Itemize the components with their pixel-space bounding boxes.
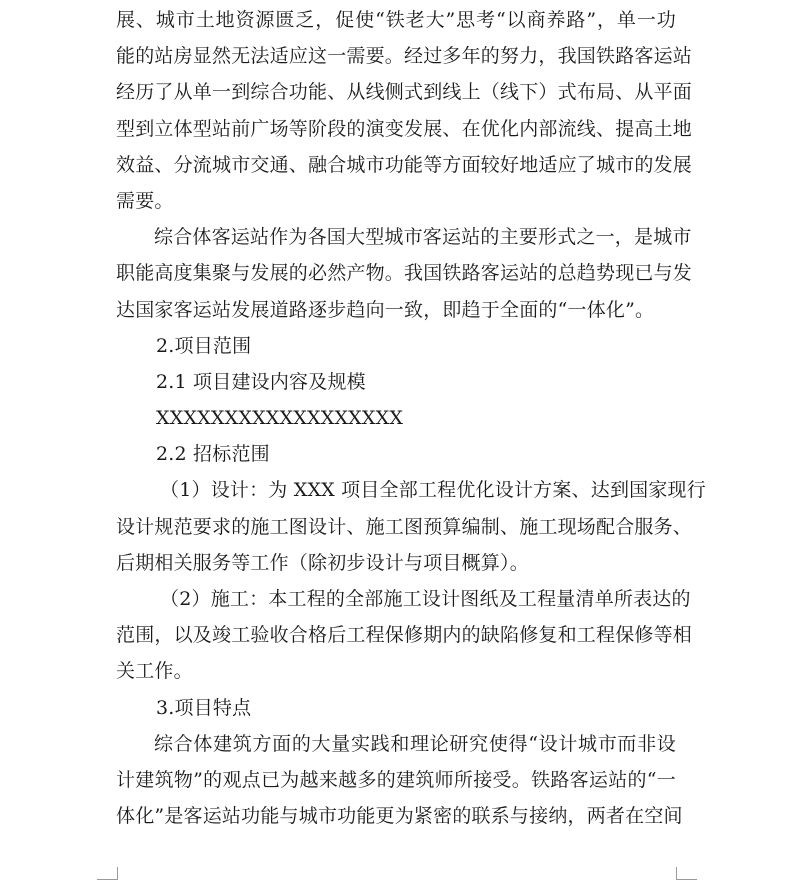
paragraph-line: 综合体客运站作为各国大型城市客运站的主要形式之一，是城市 [154, 226, 692, 249]
page-corner-mark-left [97, 867, 118, 880]
paragraph-line: 计建筑物”的观点已为越来越多的建筑师所接受。铁路客运站的“一 [116, 768, 676, 791]
paragraph-line: 展、城市土地资源匮乏，促使“铁老大”思考“以商养路”，单一功 [116, 9, 676, 31]
paragraph-line: 关工作。 [116, 660, 193, 683]
section-heading: 3.项目特点 [156, 696, 252, 719]
page-corner-mark-right [676, 867, 697, 880]
paragraph-line: 经历了从单一到综合功能、从线侧式到线上（线下）式布局、从平面 [116, 81, 693, 104]
paragraph-line: （2）施工：本工程的全部施工设计图纸及工程量清单所表达的 [160, 588, 691, 610]
paragraph-line: 能的站房显然无法适应这一需要。经过多年的努力，我国铁路客运站 [116, 45, 693, 68]
paragraph-line: 后期相关服务等工作（除初步设计与项目概算）。 [116, 551, 529, 574]
subsection-heading: 2.2 招标范围 [156, 443, 270, 466]
paragraph-line: （1）设计：为 XXX 项目全部工程优化设计方案、达到国家现行 [160, 479, 706, 502]
paragraph-line: 综合体建筑方面的大量实践和理论研究使得“设计城市而非设 [154, 732, 676, 755]
paragraph-line: 设计规范要求的施工图设计、施工图预算编制、施工现场配合服务、 [116, 515, 693, 538]
placeholder-text: XXXXXXXXXXXXXXXXXX [156, 407, 404, 430]
paragraph-line: 需要。 [116, 189, 174, 212]
paragraph-line: 效益、分流城市交通、融合城市功能等方面较好地适应了城市的发展 [116, 153, 693, 176]
subsection-heading: 2.1 项目建设内容及规模 [156, 370, 366, 393]
document-body [116, 2, 706, 834]
paragraph-line: 达国家客运站发展道路逐步趋向一致，即趋于全面的“一体化”。 [116, 298, 655, 321]
paragraph-line: 范围，以及竣工验收合格后工程保修期内的缺陷修复和工程保修等相 [116, 624, 693, 647]
paragraph-line: 体化”是客运站功能与城市功能更为紧密的联系与接纳，两者在空间 [116, 805, 683, 828]
paragraph-line: 型到立体型站前广场等阶段的演变发展、在优化内部流线、提高土地 [116, 117, 693, 140]
paragraph-line: 职能高度集聚与发展的必然产物。我国铁路客运站的总趋势现已与发 [116, 262, 693, 285]
section-heading: 2.项目范围 [156, 334, 252, 357]
